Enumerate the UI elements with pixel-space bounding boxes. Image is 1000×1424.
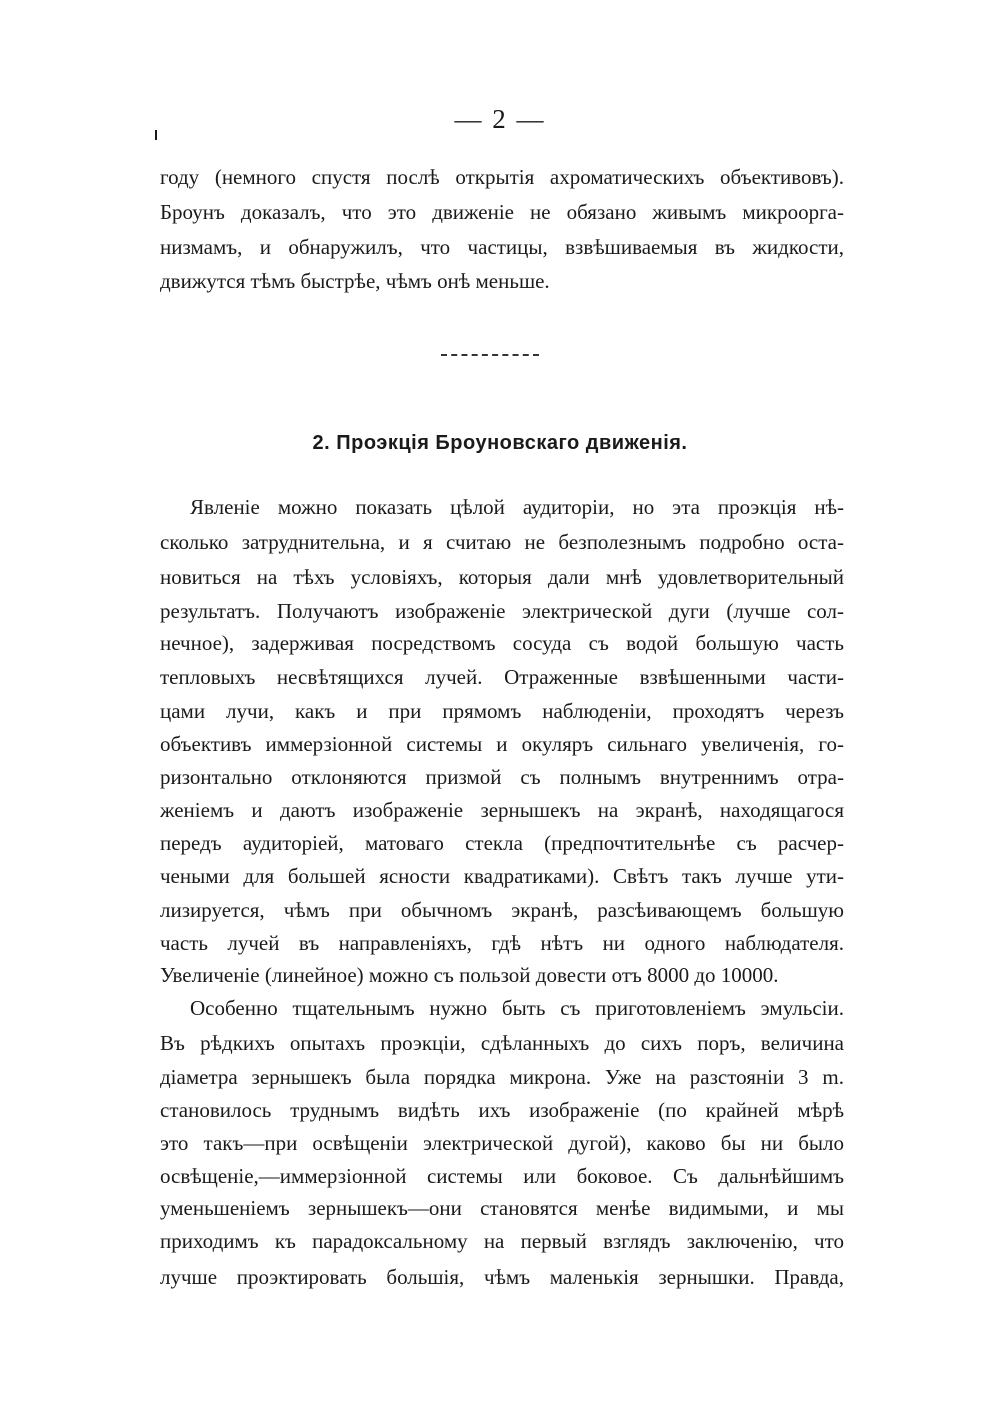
section-heading: 2. Проэкція Броуновскаго движенія. (312, 432, 688, 454)
text-line: нечное), задерживая посредствомъ сосуда съ водой большую часть (160, 631, 844, 655)
text-line: Въ рѣдкихъ опытахъ проэкціи, сдѣланныхъ до сихъ поръ, величина (160, 1031, 844, 1055)
text-line: женіемъ и даютъ изображеніе зернышекъ на экранѣ, находящагося (160, 798, 844, 822)
text-line: сколько затруднительна, и я считаю не безполезнымъ подробно оста- (160, 530, 844, 554)
text-line: новиться на тѣхъ условіяхъ, которыя дали мнѣ удовлетворительный (160, 565, 844, 589)
text-line: діаметра зернышекъ была порядка микрона. Уже на разстояніи 3 m. (160, 1065, 844, 1089)
text-line: Явленіе можно показать цѣлой аудиторіи, но эта проэкція нѣ- (190, 495, 844, 519)
text-line: это такъ—при освѣщеніи электрической дугой), каково бы ни было (160, 1131, 844, 1155)
text-line: становилось труднымъ видѣть ихъ изображеніе (по крайней мѣрѣ (160, 1098, 844, 1122)
text-line: лизируется, чѣмъ при обычномъ экранѣ, разсѣивающемъ большую (160, 898, 844, 922)
text-line: объективъ иммерзіонной системы и окуляръ сильнаго увеличенія, го- (160, 732, 844, 756)
page-number: — 2 — (454, 104, 546, 134)
text-line: ризонтально отклоняются призмой съ полнымъ внутреннимъ отра- (160, 765, 844, 789)
text-line: Особенно тщательнымъ нужно быть съ приготовленіемъ эмульсіи. (190, 996, 844, 1020)
text-line: часть лучей въ направленіяхъ, гдѣ нѣтъ ни одного наблюдателя. (160, 931, 844, 955)
text-line: приходимъ къ парадоксальному на первый взглядъ заключенію, что (160, 1229, 844, 1253)
text-line: результатъ. Получаютъ изображеніе электрической дуги (лучше сол- (160, 599, 844, 623)
text-line: передъ аудиторіей, матоваго стекла (предпочтительнѣе съ расчер- (160, 831, 844, 855)
text-line: цами лучи, какъ и при прямомъ наблюденіи, проходятъ черезъ (160, 699, 844, 723)
text-line: уменьшеніемъ зернышекъ—они становятся менѣе видимыми, и мы (160, 1196, 844, 1220)
stray-mark (155, 130, 157, 140)
section-separator (441, 354, 539, 356)
text-line: тепловыхъ несвѣтящихся лучей. Отраженные взвѣшенными части- (160, 665, 844, 689)
text-line: чеными для большей ясности квадратиками). Свѣтъ такъ лучше ути- (160, 864, 844, 888)
text-line: Увеличеніе (линейное) можно съ пользой довести отъ 8000 до 10000. (160, 963, 779, 987)
text-line: лучше проэктировать большія, чѣмъ маленькія зернышки. Правда, (160, 1265, 844, 1289)
text-line: Броунъ доказалъ, что это движеніе не обязано живымъ микроорга- (160, 200, 844, 224)
text-line: освѣщеніе,—иммерзіонной системы или боковое. Съ дальнѣйшимъ (160, 1164, 844, 1188)
text-line: году (немного спустя послѣ открытія ахроматическихъ объективовъ). (160, 165, 844, 189)
text-line: низмамъ, и обнаружилъ, что частицы, взвѣшиваемыя въ жидкости, (160, 235, 844, 259)
text-line: движутся тѣмъ быстрѣе, чѣмъ онѣ меньше. (160, 269, 550, 293)
